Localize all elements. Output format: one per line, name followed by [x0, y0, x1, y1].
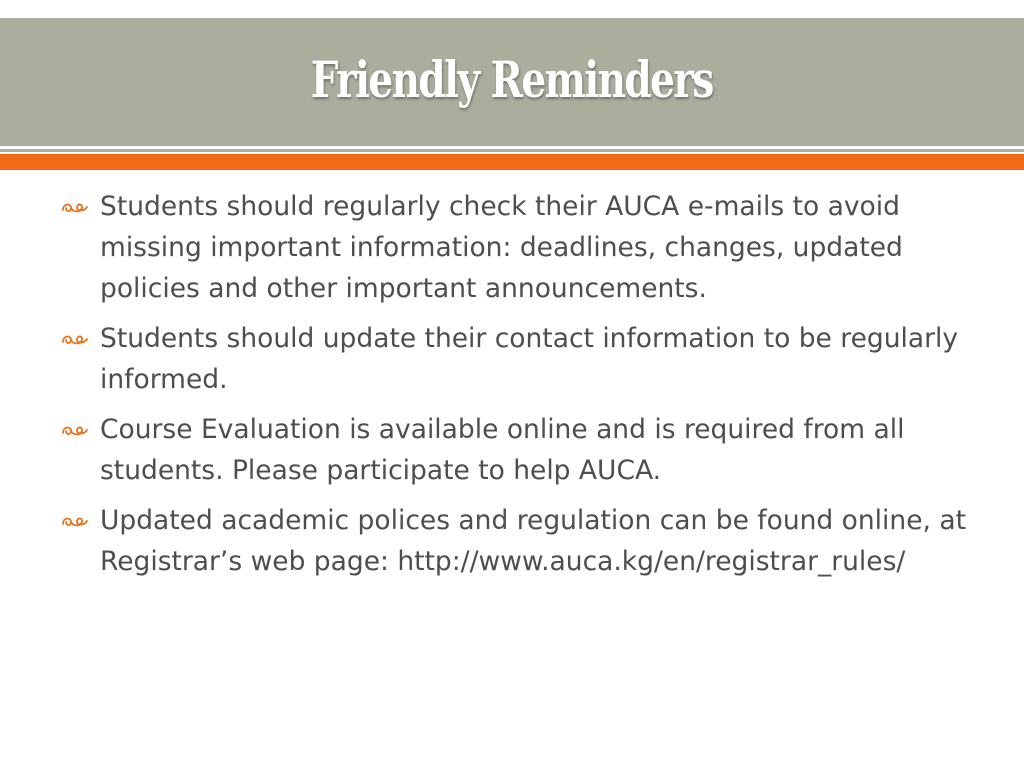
bullet-item — [60, 409, 980, 491]
title-band — [0, 18, 1024, 146]
bullet-list — [60, 186, 980, 591]
bullet-text: Students should regularly check their AUCA e-mails to avoid missing important information: deadlines, changes, updated policies and other important announcements. — [100, 191, 903, 304]
bullet-text: Students should update their contact information to be regularly informed. — [100, 323, 959, 395]
bullet-item — [60, 318, 980, 400]
bullet-text: Updated academic polices and regulation can be found online, at Registrar’s web page: http://www.auca.kg/en/registrar_rules/ — [100, 505, 966, 577]
bullet-item — [60, 186, 980, 309]
bullet-text: Course Evaluation is available online and is required from all students. Please participate to help AUCA. — [100, 414, 905, 486]
slide-title: Friendly Reminders — [310, 49, 714, 109]
scroll-swirl-icon — [60, 199, 90, 215]
scroll-swirl-icon — [60, 513, 90, 529]
bullet-item — [60, 500, 980, 582]
scroll-swirl-icon — [60, 422, 90, 438]
accent-band — [0, 154, 1024, 170]
divider-line — [0, 149, 1024, 152]
scroll-swirl-icon — [60, 331, 90, 347]
